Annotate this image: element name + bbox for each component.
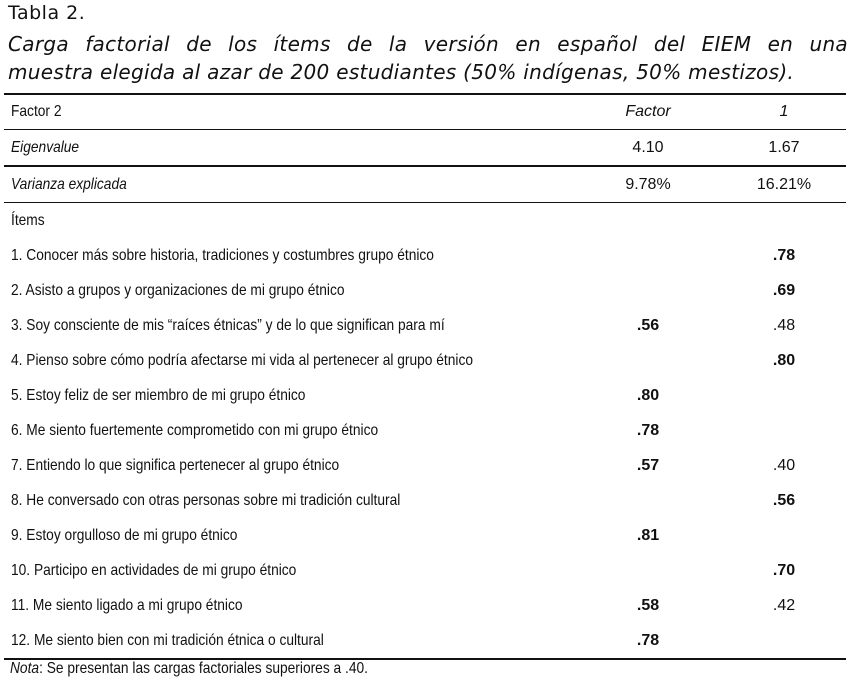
item-factor-value: .57 bbox=[636, 456, 660, 474]
item-text: 12. Me siento bien con mi tradición étnica o cultural bbox=[11, 631, 324, 649]
table-row bbox=[4, 273, 846, 308]
item-factor-value: .58 bbox=[636, 596, 660, 614]
item-text: 2. Asisto a grupos y organizaciones de mi grupo étnico bbox=[11, 281, 345, 299]
header-label: Factor 2 bbox=[11, 103, 62, 120]
header-factor: Factor bbox=[625, 103, 671, 120]
header-one: 1 bbox=[779, 103, 789, 120]
item-one-value: .56 bbox=[772, 491, 796, 509]
table-row bbox=[4, 308, 846, 343]
item-text: 1. Conocer más sobre historia, tradiciones y costumbres grupo étnico bbox=[11, 246, 434, 264]
item-text: 4. Pienso sobre cómo podría afectarse mi vida al pertenecer al grupo étnico bbox=[11, 351, 473, 369]
item-one-value: .40 bbox=[772, 456, 796, 474]
table-caption bbox=[8, 30, 848, 86]
table-row bbox=[4, 623, 846, 658]
table-row bbox=[4, 378, 846, 413]
table-row bbox=[4, 588, 846, 623]
eigenvalue-one: 1.67 bbox=[768, 138, 800, 156]
item-factor-value: .56 bbox=[636, 316, 660, 334]
table-row bbox=[4, 238, 846, 273]
item-text: 8. He conversado con otras personas sobre mi tradición cultural bbox=[11, 491, 401, 509]
items-heading: Ítems bbox=[11, 211, 45, 229]
item-factor-value: .78 bbox=[636, 421, 660, 439]
eigenvalue-factor: 4.10 bbox=[632, 138, 664, 156]
factor-table bbox=[4, 93, 846, 660]
item-factor-value: .80 bbox=[636, 386, 660, 404]
item-text: 7. Entiendo lo que significa pertenecer al grupo étnico bbox=[11, 456, 340, 474]
item-one-value: .69 bbox=[772, 281, 796, 299]
eigenvalue-row bbox=[4, 130, 846, 167]
table-label: Tabla 2. bbox=[8, 2, 86, 24]
item-one-value: .78 bbox=[772, 246, 796, 264]
item-one-value: .42 bbox=[772, 596, 796, 614]
varianza-factor: 9.78% bbox=[625, 175, 671, 193]
table-row bbox=[4, 483, 846, 518]
item-one-value: .70 bbox=[772, 561, 796, 579]
item-factor-value: .81 bbox=[636, 526, 660, 544]
note-label: Nota bbox=[10, 660, 40, 677]
caption-line-1: Carga factorial de los ítems de la versión en español del EIEM en una bbox=[8, 32, 848, 56]
caption-line-2: muestra elegida al azar de 200 estudiantes (50% indígenas, 50% mestizos). bbox=[8, 60, 795, 84]
item-one-value: .48 bbox=[772, 316, 796, 334]
item-one-value: .80 bbox=[772, 351, 796, 369]
item-text: 3. Soy consciente de mis “raíces étnicas” y de lo que significan para mí bbox=[11, 316, 445, 334]
varianza-row bbox=[4, 167, 846, 203]
eigenvalue-label: Eigenvalue bbox=[11, 138, 80, 156]
table-row bbox=[4, 518, 846, 553]
table-row bbox=[4, 413, 846, 448]
table-row bbox=[4, 343, 846, 378]
items-heading-row bbox=[4, 203, 846, 238]
table-header-row bbox=[4, 95, 846, 130]
item-text: 6. Me siento fuertemente comprometido con mi grupo étnico bbox=[11, 421, 379, 439]
item-factor-value: .78 bbox=[636, 631, 660, 649]
item-text: 9. Estoy orgulloso de mi grupo étnico bbox=[11, 526, 238, 544]
varianza-label: Varianza explicada bbox=[11, 175, 127, 193]
table-row bbox=[4, 448, 846, 483]
varianza-one: 16.21% bbox=[756, 175, 812, 193]
item-text: 11. Me siento ligado a mi grupo étnico bbox=[11, 596, 243, 614]
table-note bbox=[10, 660, 368, 678]
note-text: : Se presentan las cargas factoriales superiores a .40. bbox=[39, 660, 368, 677]
table-row bbox=[4, 553, 846, 588]
item-text: 10. Participo en actividades de mi grupo étnico bbox=[11, 561, 297, 579]
item-text: 5. Estoy feliz de ser miembro de mi grupo étnico bbox=[11, 386, 306, 404]
items-list bbox=[4, 238, 846, 658]
